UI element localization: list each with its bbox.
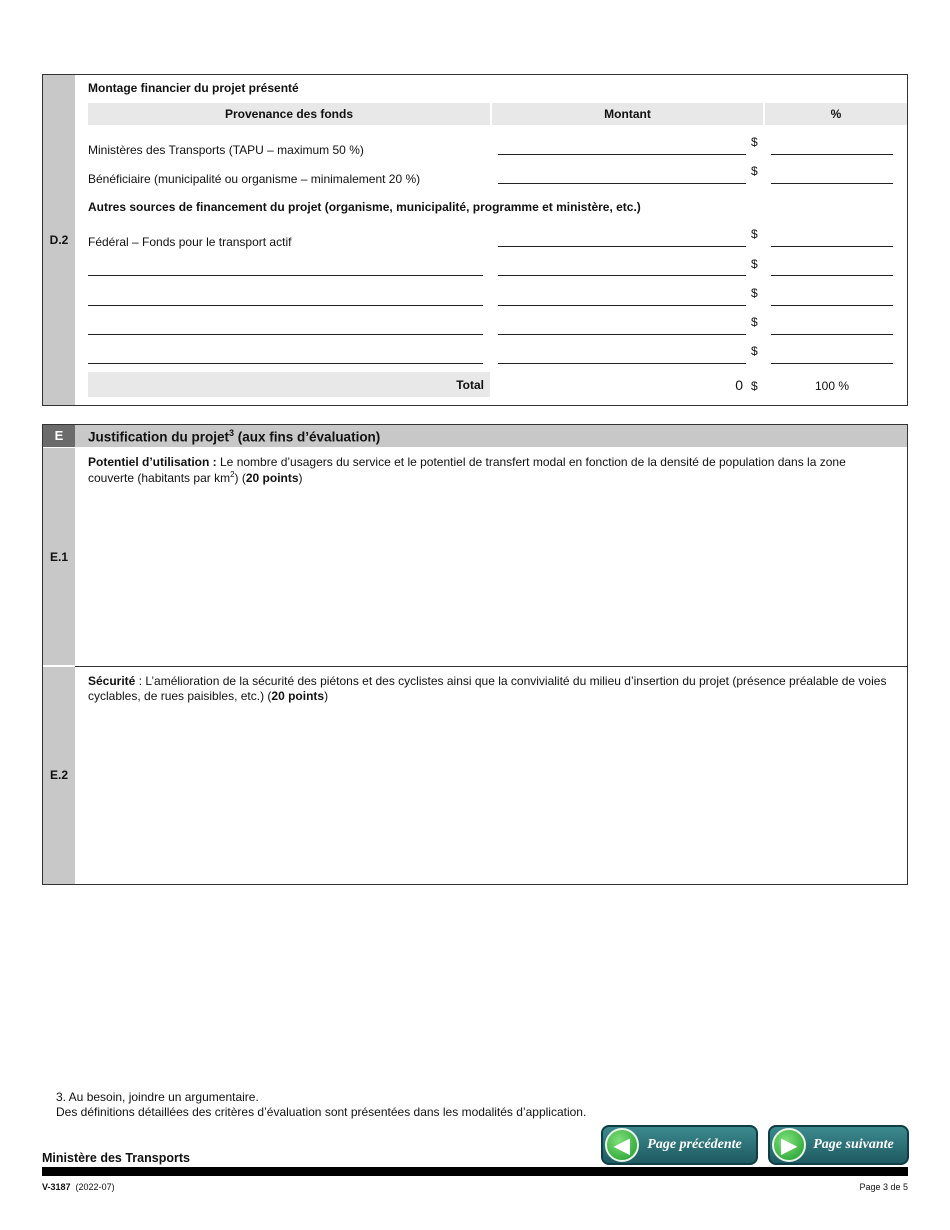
amount-field-transport-ministry[interactable] [498,136,746,154]
total-label: Total [456,378,484,392]
currency-symbol: $ [751,135,758,149]
footnote-ref: 3 [229,428,235,438]
percent-line [771,154,893,155]
row-label-beneficiary: Bénéficiaire (municipalité ou organisme – minimalement 20 %) [88,172,421,186]
percent-field-blank-1[interactable] [771,257,893,275]
total-currency: $ [751,379,758,393]
e2-close: ) [324,689,329,703]
next-page-label: Page suivante [813,1137,894,1152]
amount-field-blank-4[interactable] [498,345,746,363]
source-name-field-4[interactable] [88,345,483,363]
other-sources-title: Autres sources de financement du projet (organisme, municipalité, programme et ministère, etc.) [88,200,641,214]
amount-field-blank-1[interactable] [498,257,746,275]
footnote-line2: Des définitions détaillées des critères d’évaluation sont présentées dans les modalités d’application. [56,1105,587,1119]
percent-field-blank-4[interactable] [771,345,893,363]
source-line [88,363,483,364]
e1-line2-a: couverte (habitants par km [88,471,231,485]
percent-line [771,183,893,184]
amount-line [498,363,746,364]
header-amount: Montant [492,103,763,125]
currency-symbol: $ [751,344,758,358]
amount-line [498,334,746,335]
e2-lead: Sécurité [88,674,136,688]
section-e2-label: E.2 [49,768,68,782]
form-code [42,1182,115,1192]
amount-line [498,154,746,155]
ministry-name: Ministère des Transports [42,1151,190,1165]
amount-line [498,275,746,276]
currency-symbol: $ [751,286,758,300]
percent-field-blank-3[interactable] [771,316,893,334]
e2-response-field[interactable] [80,707,906,883]
e1-description-line2 [88,470,303,485]
currency-symbol: $ [751,227,758,241]
e2-description-line1 [88,674,886,688]
e1-e2-divider [75,666,907,667]
e1-lead: Potentiel d’utilisation : [88,455,217,469]
arrow-left-icon: ◀ [605,1128,639,1162]
funding-title: Montage financier du projet présenté [88,81,299,95]
previous-page-label: Page précédente [647,1137,742,1152]
section-e-title [88,428,380,445]
source-name-field-1[interactable] [88,257,483,275]
row-label-federal: Fédéral – Fonds pour le transport actif [88,235,292,249]
amount-field-federal[interactable] [498,228,746,246]
section-e-title-main: Justification du projet [88,429,230,445]
amount-line [498,183,746,184]
source-line [88,334,483,335]
form-code-date: (2022-07) [75,1182,115,1192]
footer-rule [42,1167,908,1176]
section-d2-label: D.2 [49,233,69,247]
e2-line2-a: cyclables, de rues paisibles, etc.) ( [88,689,272,703]
percent-line [771,305,893,306]
e1-line2-sup: 2 [230,470,235,479]
section-e1-label: E.1 [49,550,68,564]
total-percent: 100 % [814,379,850,393]
e1-response-field[interactable] [80,488,906,664]
e1-text: Le nombre d’usagers du service et le potentiel de transfert modal en fonction de la densité de population dans la zone [216,455,846,469]
currency-symbol: $ [751,257,758,271]
header-percent: % [765,103,907,125]
source-name-field-2[interactable] [88,287,483,305]
percent-field-federal[interactable] [771,228,893,246]
section-e-title-rest: (aux fins d’évaluation) [234,429,381,445]
currency-symbol: $ [751,315,758,329]
percent-line [771,246,893,247]
amount-line [498,305,746,306]
previous-page-button[interactable] [601,1125,758,1165]
source-line [88,305,483,306]
amount-line [498,246,746,247]
e1-points: 20 points [245,471,299,485]
percent-field-beneficiary[interactable] [771,165,893,183]
currency-symbol: $ [751,164,758,178]
amount-field-blank-2[interactable] [498,287,746,305]
total-amount: 0 [735,377,743,393]
e2-points: 20 points [271,689,325,703]
e1-close: ) [298,471,303,485]
footnote-line1: 3. Au besoin, joindre un argumentaire. [56,1090,259,1104]
form-code-id: V-3187 [42,1182,71,1192]
e1-line2-b: ) ( [234,471,246,485]
e2-description-line2 [88,689,328,703]
header-source: Provenance des fonds [88,103,490,125]
arrow-right-icon: ▶ [772,1128,806,1162]
next-page-button[interactable] [768,1125,909,1165]
source-name-field-3[interactable] [88,316,483,334]
percent-line [771,334,893,335]
percent-field-blank-2[interactable] [771,287,893,305]
e1-description-line1 [88,455,846,469]
source-line [88,275,483,276]
amount-field-beneficiary[interactable] [498,165,746,183]
page-number: Page 3 de 5 [859,1182,908,1192]
percent-line [771,363,893,364]
percent-line [771,275,893,276]
percent-field-transport-ministry[interactable] [771,136,893,154]
section-e-letter: E [54,428,64,443]
e2-text: : L’amélioration de la sécurité des piétons et des cyclistes ainsi que la convivialité du milieu d’insertion du projet (présence préalable de voies [135,674,887,688]
row-label-transport-ministry: Ministères des Transports (TAPU – maximum 50 %) [88,143,364,157]
amount-field-blank-3[interactable] [498,316,746,334]
